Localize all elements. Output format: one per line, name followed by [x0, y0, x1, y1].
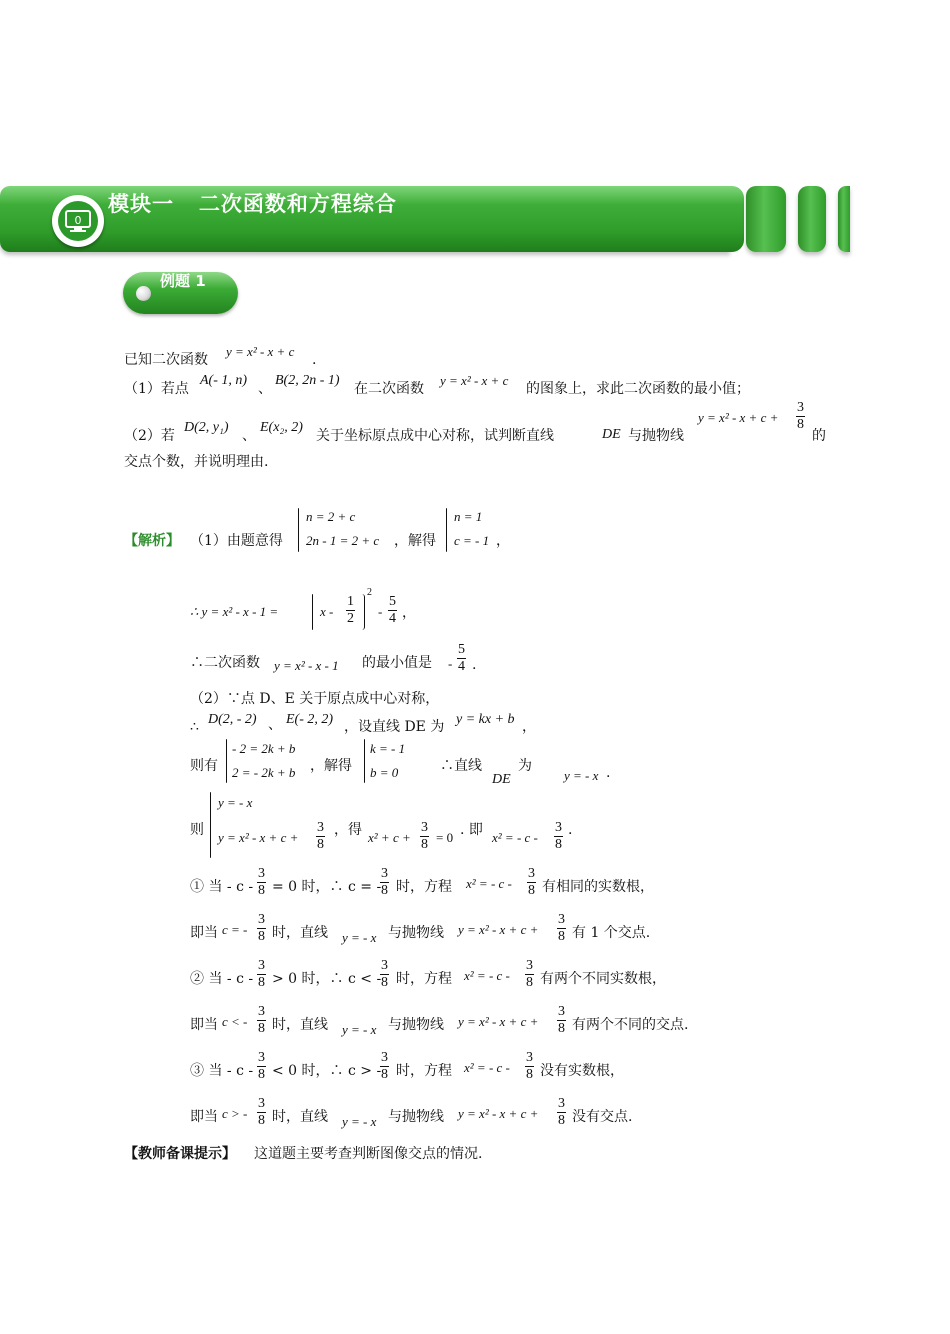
s3-fraction: $\frac{5}{4}$	[458, 642, 465, 674]
s4-line: （2）∵点 D、E 关于原点成中心对称，	[190, 691, 440, 707]
s1-comma: ，	[496, 533, 510, 549]
solution-label: 【解析】	[124, 533, 180, 549]
s7-eq1: x² + c +	[368, 830, 411, 845]
banner-deco-bar-3	[838, 186, 850, 252]
s1-brace-1	[298, 508, 299, 552]
banner-deco-bar-1	[746, 186, 786, 252]
s7-prefix: 则	[190, 822, 204, 838]
s6-solve: ，解得	[310, 758, 352, 774]
s7-frac: $\frac{3}{8}$	[317, 820, 324, 852]
s2-five-fourths: $\frac{5}{4}$	[389, 594, 396, 626]
s6-dot: .	[606, 765, 611, 781]
s5-point-e: E(- 2, 2)	[286, 712, 334, 727]
s7-eq1-end: = 0	[436, 830, 454, 845]
s1-solve: ，解得	[394, 533, 436, 549]
part1-suffix: 的图象上，求此二次函数的最小值；	[526, 381, 750, 397]
part2-line2: 交点个数，并说明理由.	[124, 454, 269, 470]
part2-mid2: 与抛物线	[628, 428, 684, 444]
teacher-tip-text: 这道题主要考查判断图像交点的情况.	[254, 1146, 483, 1162]
part2-suffix: 的	[812, 428, 826, 444]
part2-formula: y = x² - x + c +	[698, 410, 779, 425]
s6-sys1-a: - 2 = 2k + b	[232, 741, 296, 756]
s2-end: ，	[402, 605, 416, 621]
s7-get: ，得	[334, 822, 362, 838]
s7-eq2: x² = - c -	[492, 830, 538, 845]
s2-half: $\frac{1}{2}$	[347, 594, 354, 626]
point-a: A(- 1, n)	[200, 373, 248, 388]
s3-end: .	[472, 657, 477, 673]
case-line2-prefix: 即当	[190, 925, 218, 941]
point-b: B(2, 2n - 1)	[275, 373, 340, 388]
part1-mid: 在二次函数	[354, 381, 424, 397]
s6-result: y = - x	[564, 768, 599, 783]
s7-sys-b: y = x² - x + c +	[218, 830, 299, 845]
part2-mid: 关于坐标原点成中心对称，试判断直线	[316, 428, 554, 444]
case-line1-rel: = 0 时，∴ c = -	[272, 879, 382, 895]
case-line1-prefix: ① 当 - c -	[190, 879, 254, 895]
s6-de: DE	[492, 772, 511, 787]
s6-therefore: ∴直线	[440, 758, 482, 774]
part2-de: DE	[602, 427, 621, 442]
s7-eq1-frac: $\frac{3}{8}$	[421, 820, 428, 852]
part2-fraction: $\frac{3}{8}$	[797, 400, 804, 432]
part1-separator: 、	[258, 381, 272, 397]
s3-mid: 的最小值是	[362, 655, 432, 671]
s6-prefix: 则有	[190, 758, 218, 774]
intro-formula: y = x² - x + c	[226, 344, 295, 359]
module-badge	[52, 195, 104, 247]
s3-formula: y = x² - x - 1	[274, 658, 339, 673]
s7-ji: . 即	[460, 822, 483, 838]
point-e: E(x₂, 2)	[260, 420, 303, 435]
case-line1-mid: 时，方程	[396, 879, 452, 895]
example-label: 例题 1	[160, 272, 206, 290]
s5-prefix: ∴	[190, 719, 199, 735]
teacher-tip-label: 【教师备课提示】	[124, 1146, 236, 1162]
s5-sep: 、	[268, 717, 282, 733]
part2-prefix: （2）若	[124, 428, 175, 444]
part2-separator: 、	[242, 428, 256, 444]
s5-end: ，	[522, 719, 536, 735]
s2-paren-a: x -	[320, 604, 334, 619]
s5-formula: y = kx + b	[456, 712, 515, 727]
s6-wei: 为	[518, 758, 532, 774]
case-line1-end: 有相同的实数根，	[542, 879, 654, 895]
s1-sys1-b: 2n - 1 = 2 + c	[306, 533, 380, 548]
s7-end: .	[568, 822, 573, 838]
banner-deco-bar-2	[798, 186, 826, 252]
s2-minus: -	[378, 604, 383, 619]
s3-prefix: ∴二次函数	[190, 655, 260, 671]
s1-sys2-a: n = 1	[454, 509, 483, 524]
part1-prefix: （1）若点	[124, 381, 189, 397]
case-line1-eq: x² = - c -	[466, 876, 512, 891]
s2-square: 2	[367, 587, 372, 598]
s6-sys1-b: 2 = - 2k + b	[232, 765, 296, 780]
problem-intro: 已知二次函数	[124, 352, 208, 368]
s6-sys2-a: k = - 1	[370, 741, 406, 756]
point-d: D(2, y₁)	[184, 420, 229, 435]
badge-digit: 0	[74, 214, 82, 227]
s3-neg: -	[448, 656, 453, 671]
s1-brace-2	[446, 508, 447, 552]
part1-formula: y = x² - x + c	[440, 373, 509, 388]
pill-bullet-icon	[136, 286, 151, 301]
s5-point-d: D(2, - 2)	[208, 712, 257, 727]
module-title: 模块一 二次函数和方程综合	[108, 192, 397, 216]
computer-screen-icon	[64, 209, 92, 233]
s1-sys1-a: n = 2 + c	[306, 509, 356, 524]
s6-sys2-b: b = 0	[370, 765, 399, 780]
s7-eq2-frac: $\frac{3}{8}$	[555, 820, 562, 852]
s1-sys2-b: c = - 1	[454, 533, 490, 548]
s7-sys-a: y = - x	[218, 795, 253, 810]
s1-prefix: （1）由题意得	[190, 533, 283, 549]
s2-line: ∴ y = x² - x - 1 =	[190, 604, 279, 619]
s5-mid: ，设直线 DE 为	[344, 719, 445, 735]
